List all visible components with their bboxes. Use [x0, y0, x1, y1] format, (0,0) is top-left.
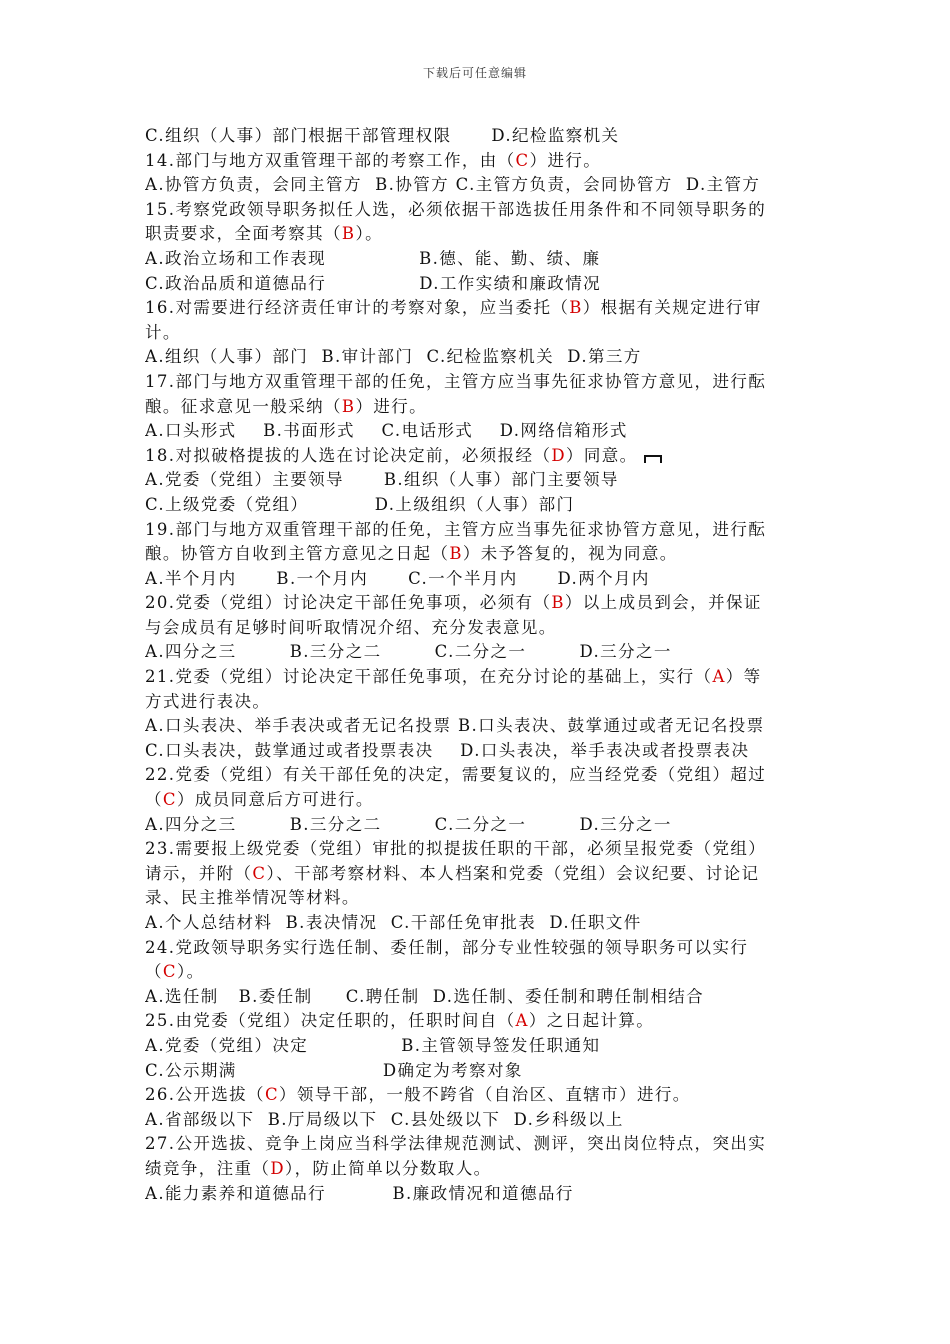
- text-segment: ）等: [725, 667, 762, 687]
- text-line: [145, 493, 815, 518]
- text-line: [145, 419, 815, 444]
- text-segment: 方式进行表决。: [145, 691, 271, 711]
- text-line: [145, 813, 815, 838]
- text-line: [145, 960, 815, 985]
- text-segment: 录、民主推举情况等材料。: [145, 888, 360, 908]
- text-segment: ）根据有关规定进行审: [582, 298, 762, 318]
- text-line: [145, 272, 815, 297]
- text-segment: 16.对需要进行经济责任审计的考察对象，应当委托（: [145, 298, 570, 318]
- text-segment: ）进行。: [355, 396, 428, 416]
- text-segment: A.口头形式 B.书面形式 C.电话形式 D.网络信箱形式: [145, 421, 628, 441]
- text-segment: ），防止简单以分数取人。: [284, 1158, 492, 1178]
- text-line: [145, 1157, 815, 1182]
- text-segment: 26.公开选拔（: [145, 1085, 265, 1105]
- text-line: [145, 370, 815, 395]
- text-segment: ）。: [355, 224, 383, 244]
- text-segment: ）、干部考察材料、本人档案和党委（党组）会议纪要、讨论记: [266, 863, 760, 883]
- text-line: [145, 1009, 815, 1034]
- text-segment: ）之日起计算。: [528, 1011, 655, 1031]
- text-segment: C.口头表决，鼓掌通过或者投票表决 D.口头表决，举手表决或者投票表决: [145, 740, 750, 760]
- text-line: [145, 886, 815, 911]
- text-segment: A.选任制 B.委任制 C.聘任制 D.选任制、委任制和聘任制相结合: [145, 986, 705, 1006]
- text-segment: 23.需要报上级党委（党组）审批的拟提拔任职的干部，必须呈报党委（党组）: [145, 839, 767, 859]
- text-line: [145, 124, 815, 149]
- text-line: [145, 1182, 815, 1207]
- bracket-mark-icon: [644, 455, 662, 463]
- text-segment: 14.部门与地方双重管理干部的考察工作，由（: [145, 150, 516, 170]
- text-segment: A.党委（党组）决定 B.主管领导签发任职通知: [145, 1035, 601, 1055]
- answer-letter: B: [569, 298, 583, 318]
- text-line: [145, 911, 815, 936]
- text-segment: 18.对拟破格提拔的人选在讨论决定前，必须报经（: [145, 445, 552, 465]
- text-segment: ）同意。: [565, 445, 638, 465]
- answer-letter: B: [449, 544, 463, 564]
- text-line: [145, 1083, 815, 1108]
- text-segment: 25.由党委（党组）决定任职的，任职时间自（: [145, 1011, 516, 1031]
- answer-letter: C: [252, 863, 267, 883]
- answer-letter: B: [551, 593, 565, 613]
- text-segment: A.口头表决、举手表决或者无记名投票 B.口头表决、鼓掌通过或者无记名投票: [145, 716, 765, 736]
- page-header: 下载后可任意编辑: [422, 66, 527, 80]
- text-segment: ）未予答复的，视为同意。: [462, 544, 678, 564]
- answer-letter: C: [264, 1085, 279, 1105]
- text-line: [145, 1059, 815, 1084]
- text-segment: 21.党委（党组）讨论决定干部任免事项，在充分讨论的基础上，实行（: [145, 667, 713, 687]
- text-line: [145, 468, 815, 493]
- text-segment: 27.公开选拔、竞争上岗应当科学法律规范测试、测评，突出岗位特点，突出实: [145, 1134, 767, 1154]
- text-line: [145, 739, 815, 764]
- text-segment: A.党委（党组）主要领导 B.组织（人事）部门主要领导: [145, 470, 619, 490]
- document-body: [145, 124, 815, 1206]
- text-segment: ）领导干部，一般不跨省（自治区、直辖市）进行。: [278, 1085, 691, 1105]
- text-segment: C.上级党委（党组） D.上级组织（人事）部门: [145, 494, 575, 514]
- text-segment: ）。: [176, 962, 205, 982]
- text-line: [145, 1132, 815, 1157]
- answer-letter: A: [712, 667, 726, 687]
- text-line: [145, 567, 815, 592]
- text-line: [145, 985, 815, 1010]
- text-segment: 24.党政领导职务实行选任制、委任制，部分专业性较强的领导职务可以实行: [145, 937, 749, 957]
- text-segment: 酿。征求意见一般采纳（: [145, 396, 342, 416]
- text-segment: A.四分之三 B.三分之二 C.二分之一 D.三分之一: [145, 814, 672, 834]
- text-segment: A.政治立场和工作表现 B.德、能、勤、绩、廉: [145, 248, 601, 268]
- text-line: [145, 616, 815, 641]
- text-line: [145, 714, 815, 739]
- text-line: [145, 173, 815, 198]
- answer-letter: C: [162, 790, 177, 810]
- text-line: [145, 444, 815, 469]
- text-segment: ）以上成员到会，并保证: [564, 593, 762, 613]
- text-segment: 计。: [145, 322, 181, 342]
- text-line: [145, 149, 815, 174]
- text-segment: 酿。协管方自收到主管方意见之日起（: [145, 544, 450, 564]
- text-line: [145, 345, 815, 370]
- text-line: [145, 247, 815, 272]
- text-segment: ）成员同意后方可进行。: [176, 790, 374, 810]
- text-segment: 15.考察党政领导职务拟任人选，必须依据干部选拔任用条件和不同领导职务的: [145, 199, 767, 219]
- text-line: [145, 862, 815, 887]
- text-line: [145, 518, 815, 543]
- answer-letter: D: [551, 445, 566, 465]
- text-line: [145, 591, 815, 616]
- text-line: [145, 640, 815, 665]
- text-segment: A.半个月内 B.一个月内 C.一个半月内 D.两个月内: [145, 568, 650, 588]
- text-segment: A.组织（人事）部门 B.审计部门 C.纪检监察机关 D.第三方: [145, 347, 642, 367]
- text-line: [145, 690, 815, 715]
- text-segment: 职责要求，全面考察其（: [145, 224, 342, 244]
- text-segment: A.省部级以下 B.厅局级以下 C.县处级以下 D.乡科级以上: [145, 1109, 624, 1129]
- text-segment: C.组织（人事）部门根据干部管理权限 D.纪检监察机关: [145, 126, 620, 145]
- text-line: [145, 395, 815, 420]
- text-segment: A.四分之三 B.三分之二 C.二分之一 D.三分之一: [145, 642, 672, 662]
- text-segment: 与会成员有足够时间听取情况介绍、充分发表意见。: [145, 617, 557, 637]
- answer-letter: B: [341, 224, 356, 244]
- answer-letter: C: [162, 962, 177, 982]
- answer-letter: B: [341, 396, 356, 416]
- text-segment: ）进行。: [529, 150, 602, 170]
- text-line: [145, 296, 815, 321]
- text-line: [145, 1034, 815, 1059]
- text-line: [145, 837, 815, 862]
- text-segment: C.政治品质和道德品行 D.工作实绩和廉政情况: [145, 273, 601, 293]
- answer-letter: C: [515, 150, 530, 170]
- text-segment: 17.部门与地方双重管理干部的任免，主管方应当事先征求协管方意见，进行酝: [145, 371, 767, 391]
- text-segment: 22.党委（党组）有关干部任免的决定，需要复议的，应当经党委（党组）超过: [145, 765, 767, 785]
- text-segment: 19.部门与地方双重管理干部的任免，主管方应当事先征求协管方意见，进行酝: [145, 519, 767, 539]
- text-segment: A.协管方负责，会同主管方 B.协管方 C.主管方负责，会同协管方 D.主管方: [145, 175, 761, 195]
- text-line: [145, 321, 815, 346]
- text-segment: 20.党委（党组）讨论决定干部任免事项，必须有（: [145, 593, 552, 613]
- text-line: [145, 198, 815, 223]
- answer-letter: D: [270, 1158, 285, 1178]
- text-line: [145, 665, 815, 690]
- text-segment: （: [145, 962, 163, 982]
- text-segment: （: [145, 790, 163, 810]
- text-segment: A.能力素养和道德品行 B.廉政情况和道德品行: [145, 1183, 574, 1203]
- text-line: [145, 542, 815, 567]
- text-line: [145, 222, 815, 247]
- text-line: [145, 936, 815, 961]
- text-segment: 请示，并附（: [145, 863, 253, 883]
- text-line: [145, 1108, 815, 1133]
- text-segment: C.公示期满 D确定为考察对象: [145, 1060, 523, 1080]
- answer-letter: A: [515, 1011, 529, 1031]
- text-line: [145, 763, 815, 788]
- text-line: [145, 788, 815, 813]
- text-segment: A.个人总结材料 B.表决情况 C.干部任免审批表 D.任职文件: [145, 913, 642, 932]
- text-segment: 绩竞争，注重（: [145, 1158, 271, 1178]
